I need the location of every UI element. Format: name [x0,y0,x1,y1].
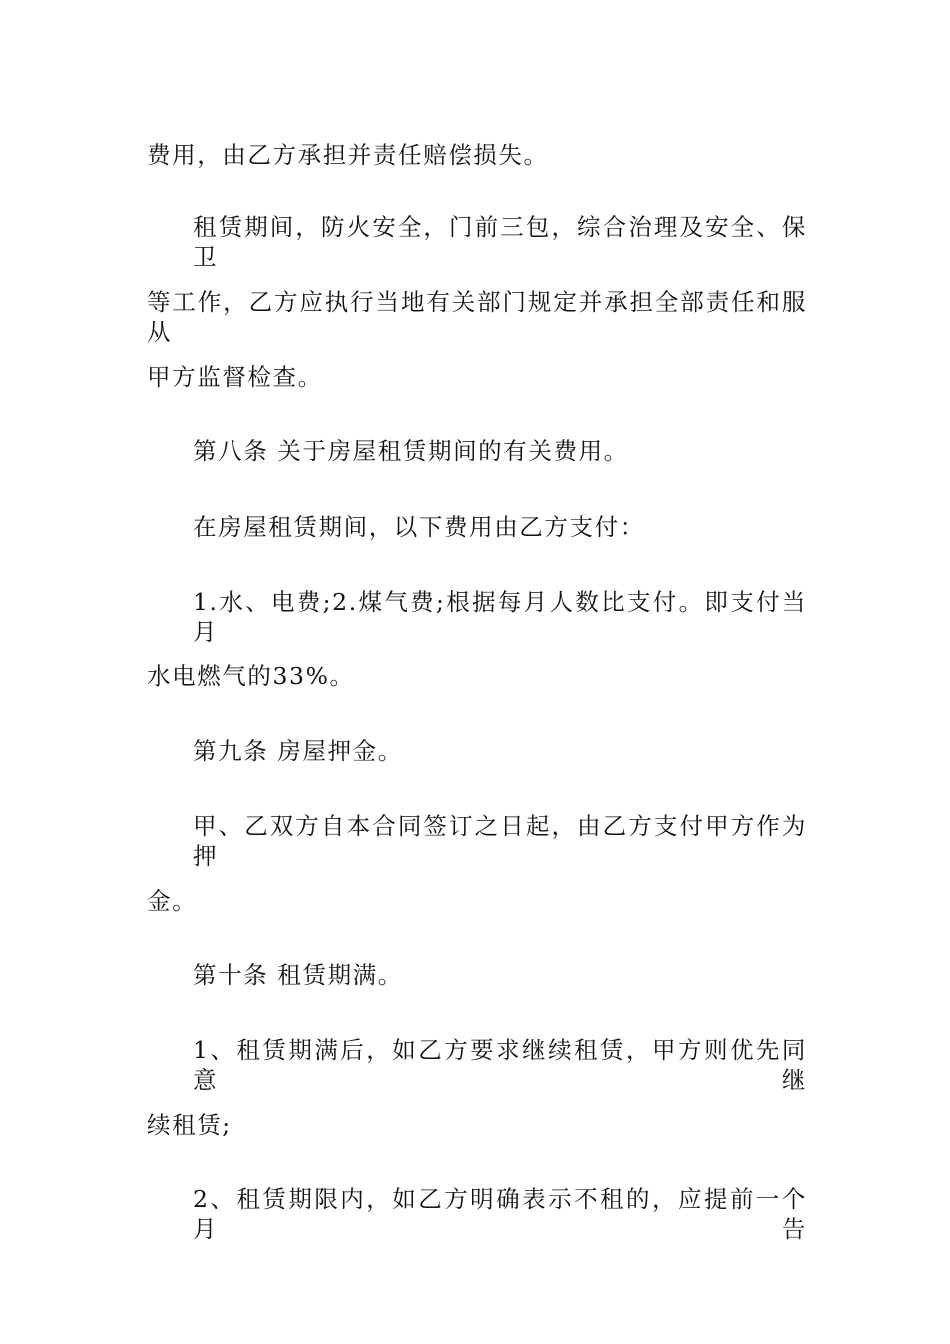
paragraph-line: 水电燃气的33%。 [147,662,355,690]
article-heading: 第九条 房屋押金。 [193,737,403,765]
paragraph-line: 甲方监督检查。 [147,363,323,391]
paragraph-line: 等工作，乙方应执行当地有关部门规定并承担全部责任和服从 [147,288,807,346]
paragraph-line: 金。 [147,887,198,915]
paragraph-line: 2、租赁期限内，如乙方明确表示不租的，应提前一个月告 [193,1185,807,1243]
paragraph-line: 续租赁; [147,1111,232,1139]
paragraph-line: 1、租赁期满后，如乙方要求继续租赁，甲方则优先同意继 [193,1036,807,1094]
article-heading: 第八条 关于房屋租赁期间的有关费用。 [193,437,629,465]
paragraph-line: 1.水、电费;2.煤气费;根据每月人数比支付。即支付当月 [193,588,807,646]
paragraph-line: 费用，由乙方承担并责任赔偿损失。 [147,141,549,169]
article-heading: 第十条 租赁期满。 [193,961,403,989]
paragraph-line: 甲、乙双方自本合同签订之日起，由乙方支付甲方作为押 [193,812,807,870]
paragraph-line: 租赁期间，防火安全，门前三包，综合治理及安全、保卫 [193,213,807,271]
paragraph-line: 在房屋租赁期间，以下费用由乙方支付： [193,513,645,541]
